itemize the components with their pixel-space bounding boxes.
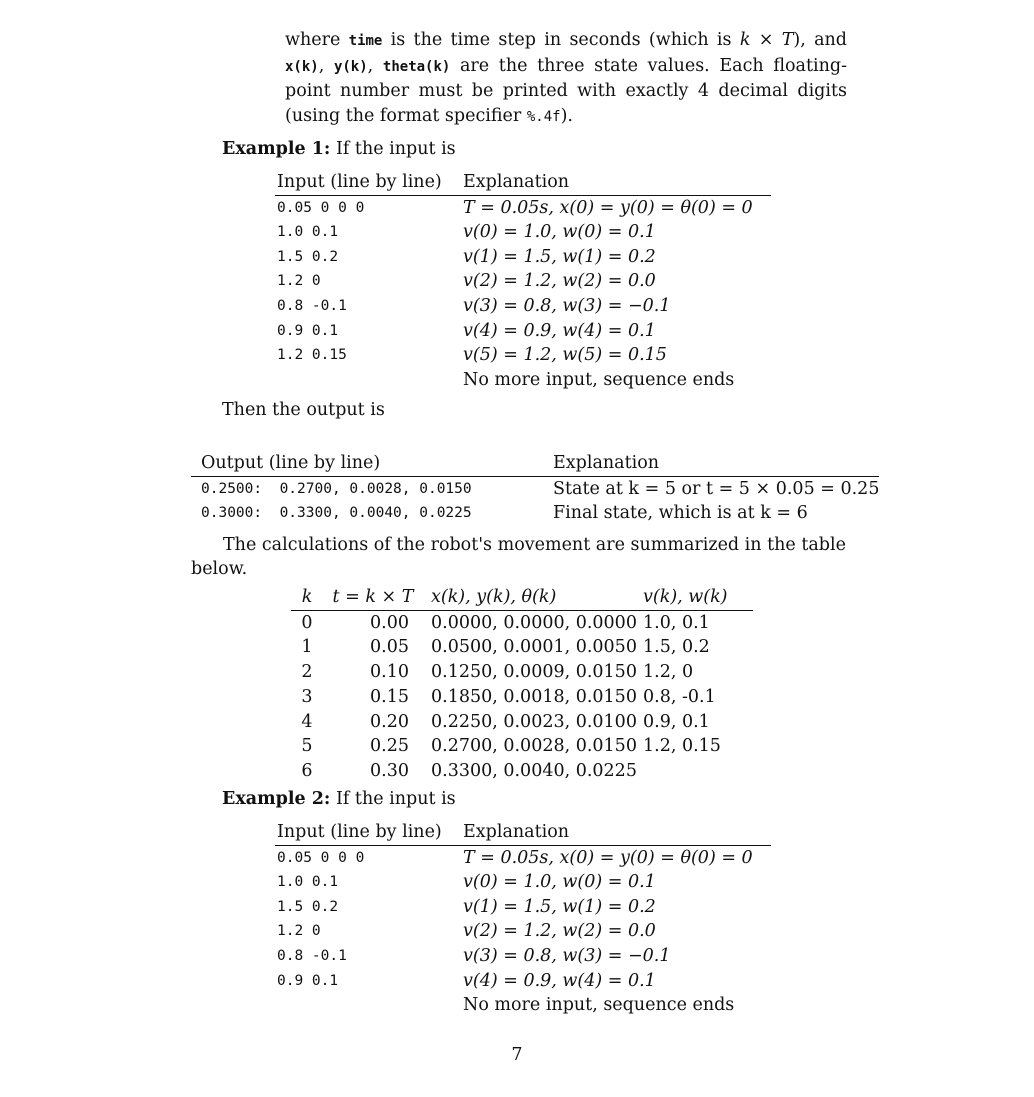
table-cell: 0.15 [370,686,409,707]
input-line: 1.0 0.1 [277,874,339,891]
table-cell: 2 [301,662,313,683]
explanation-cell: T = 0.05s, x(0) = y(0) = θ(0) = 0 [463,197,753,218]
table-cell: 0 [301,612,313,633]
code-yk: y(k) [333,58,368,75]
example2-input-table [275,820,771,1018]
input-line: 1.5 0.2 [277,248,339,265]
table-row [275,870,771,895]
then-output-text: Then the output is [222,400,385,420]
input-line: 1.5 0.2 [277,898,339,915]
table-cell: 3 [301,686,313,707]
table-header: Explanation [463,822,570,842]
input-line: 1.2 0 [277,273,321,290]
code-format: %.4f [526,108,561,125]
table-row [275,319,771,344]
table-cell: 0.2250, 0.0023, 0.0100 [431,711,637,732]
table-header: t = k × T [332,587,414,607]
table-cell: 0.1250, 0.0009, 0.0150 [431,662,637,683]
page-number: 7 [511,1045,523,1065]
code-time: time [348,33,383,49]
output-line: 0.3000: 0.3300, 0.0040, 0.0225 [201,505,472,522]
table-cell: 1.5, 0.2 [643,637,710,658]
input-line: 0.8 -0.1 [277,947,347,964]
table-row [275,269,771,294]
table-cell: 5 [301,736,313,757]
explanation-cell: No more input, sequence ends [463,369,735,390]
math-k-times-t: k × T [739,30,794,50]
table-row [275,343,771,368]
table-cell: 0.05 [370,637,409,658]
summary-paragraph: The calculations of the robot's movement are summarized in the table below. [191,535,846,579]
explanation-cell: v(5) = 1.2, w(5) = 0.15 [463,345,667,366]
table-row [275,845,771,870]
table-header: Explanation [463,172,570,192]
table-header: Explanation [553,453,660,473]
explanation-cell: v(4) = 0.9, w(4) = 0.1 [463,320,656,341]
table-row [291,685,753,710]
input-line: 1.2 0.15 [277,347,347,364]
explanation-cell: v(3) = 0.8, w(3) = −0.1 [463,295,671,316]
table-row [291,610,753,635]
input-line: 0.9 0.1 [277,322,339,339]
intro-paragraph: where time is the time step in seconds (which is k × T), and x(k), y(k), theta(k) are the three state values. Each floating-point number must be printed with exactly 4 decimal digits (using the format specifier %.4f). [285,30,847,126]
table-row [275,294,771,319]
input-line: 0.8 -0.1 [277,297,347,314]
calculation-table [291,585,753,784]
example1-heading: Example 1: If the input is [222,139,456,159]
input-line: 0.9 0.1 [277,972,339,989]
table-header: x(k), y(k), θ(k) [431,587,557,607]
explanation-cell: v(2) = 1.2, w(2) = 0.0 [463,921,656,942]
input-line: 0.05 0 0 0 [277,849,365,866]
table-header: k [301,587,313,607]
table-cell: 1.2, 0.15 [643,736,721,757]
table-row [191,476,879,501]
table-cell: 0.10 [370,662,409,683]
table-row [275,944,771,969]
input-line: 1.0 0.1 [277,224,339,241]
explanation-cell: v(4) = 0.9, w(4) = 0.1 [463,970,656,991]
table-row [275,895,771,920]
table-header: Input (line by line) [277,822,442,842]
table-header: Input (line by line) [277,172,442,192]
table-cell: 0.25 [370,736,409,757]
code-thetak: theta(k) [382,58,451,75]
example1-input-table [275,170,771,392]
table-row [275,195,771,220]
table-row [275,245,771,270]
table-cell: 0.1850, 0.0018, 0.0150 [431,686,637,707]
table-row [291,734,753,759]
table-cell: 0.20 [370,711,409,732]
output-table [191,451,879,526]
explanation-cell: T = 0.05s, x(0) = y(0) = θ(0) = 0 [463,847,753,868]
table-row [275,919,771,944]
table-cell: 4 [301,711,313,732]
table-row [291,635,753,660]
explanation-cell: v(1) = 1.5, w(1) = 0.2 [463,246,656,267]
table-cell: 0.2700, 0.0028, 0.0150 [431,736,637,757]
explanation-cell: Final state, which is at k = 6 [553,503,808,524]
table-cell: 1.0, 0.1 [643,612,710,633]
explanation-cell: v(0) = 1.0, w(0) = 0.1 [463,872,656,893]
table-row [275,993,771,1018]
input-line [275,993,463,1018]
table-row [275,220,771,245]
input-line: 1.2 0 [277,923,321,940]
input-line [275,368,463,393]
explanation-cell: v(2) = 1.2, w(2) = 0.0 [463,271,656,292]
example2-heading: Example 2: If the input is [222,789,456,809]
table-header: Output (line by line) [201,453,381,473]
table-cell: 6 [301,760,313,781]
table-cell: 0.00 [370,612,409,633]
explanation-cell: No more input, sequence ends [463,995,735,1016]
table-row [291,660,753,685]
explanation-cell: v(3) = 0.8, w(3) = −0.1 [463,945,671,966]
table-cell [643,759,753,784]
explanation-cell: State at k = 5 or t = 5 × 0.05 = 0.25 [553,478,880,499]
table-row [275,368,771,393]
table-row [291,710,753,735]
table-cell: 0.8, -0.1 [643,686,716,707]
table-header: v(k), w(k) [643,587,728,607]
table-row [291,759,753,784]
table-cell: 0.3300, 0.0040, 0.0225 [431,760,637,781]
explanation-cell: v(0) = 1.0, w(0) = 0.1 [463,222,656,243]
table-cell: 0.0000, 0.0000, 0.0000 [431,612,637,633]
table-cell: 0.9, 0.1 [643,711,710,732]
table-cell: 1.2, 0 [643,662,694,683]
table-row [275,969,771,994]
code-xk: x(k) [285,58,319,75]
table-cell: 0.30 [370,760,409,781]
table-row [191,501,879,526]
table-cell: 1 [301,637,313,658]
input-line: 0.05 0 0 0 [277,199,365,216]
explanation-cell: v(1) = 1.5, w(1) = 0.2 [463,896,656,917]
output-line: 0.2500: 0.2700, 0.0028, 0.0150 [201,480,472,497]
table-cell: 0.0500, 0.0001, 0.0050 [431,637,637,658]
